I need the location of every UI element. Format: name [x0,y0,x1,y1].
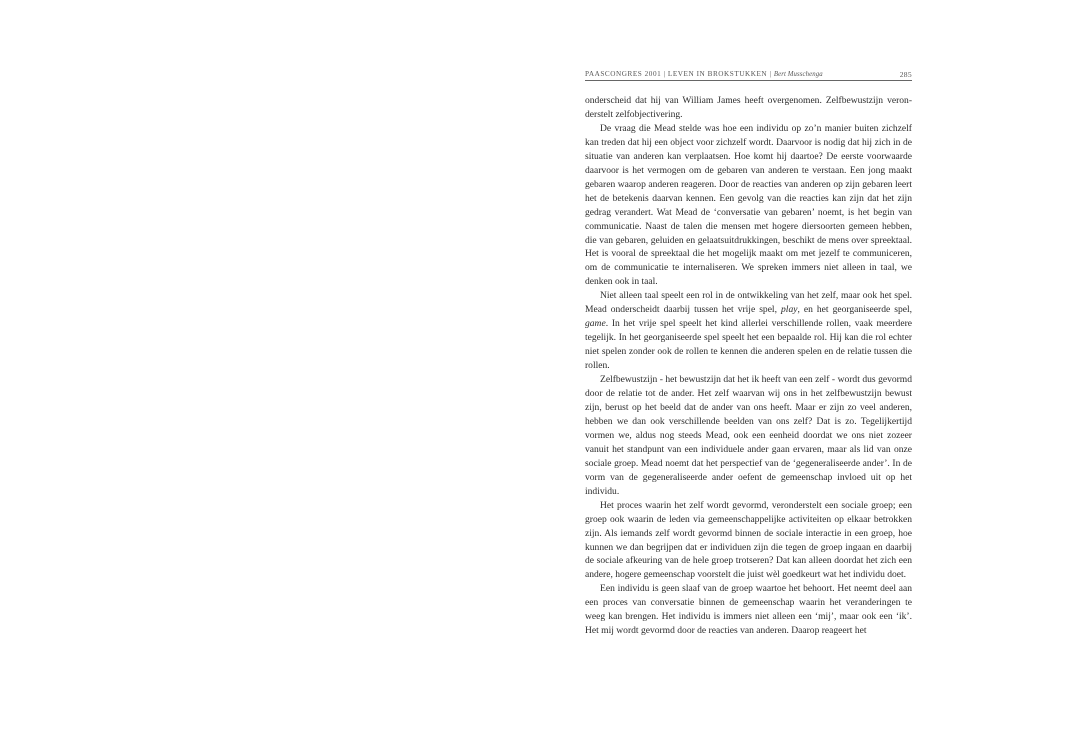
paragraph-text: Een individu is geen slaaf van de groep waartoe het behoort. Het neemt deel aan een proces van conversatie binnen de gemeenschap waarin het veranderingen te weeg kan brengen. Het individu is immers niet alleen een ‘mij’, maar ook een ‘ik’. Het mij wordt gevormd door de reacties van anderen. Daarop reageert het [585,583,912,637]
paragraph-text: onderscheid dat hij van William James heeft overgenomen. Zelfbewustzijn veronderstelt zelfobjectivering. [585,95,912,120]
paragraph-text: . In het vrije spel speelt het kind allerlei verschillende rollen, vaak meerdere tegelijk. In het georganiseerde spel speelt het een bepaalde rol. Hij kan die rol echter niet spelen zonder ook de rollen te kennen die anderen spelen en de relatie tussen die rollen. [585,318,912,372]
paragraph-text: , en het georganiseerde spel, [797,304,912,316]
paragraph-text: Het proces waarin het zelf wordt gevormd, veronderstelt een sociale groep; een groep ook waarin de leden via gemeenschappelijke activiteiten op elkaar betrokken zijn. Als iemands zelf wordt gevormd binnen de sociale interactie in een groep, hoe kunnen we dan begrijpen dat er individuen zijn die tegen de groep ingaan en daarbij de sociale afkeuring van de hele groep trotseren? Dat kan alleen doordat het zich een andere, hogere gemeenschap voorstelt die juist wèl goedkeurt wat het individu doet. [585,499,912,581]
paragraph-text: Zelfbewustzijn - het bewustzijn dat het ik heeft van een zelf - wordt dus gevormd door de relatie tot de ander. Het zelf waarvan wij ons in het zelfbewustzijn bewust zijn, berust op het beeld dat de ander van ons heeft. Maar er zijn zo veel anderen, hebben we dan ook verschillende beelden van ons zelf? Dat is zo. Tegelijkertijd vormen we, aldus nog steeds Mead, ook een eenheid doordat we ons niet zozeer vanuit het standpunt van een individuele ander gaan ervaren, maar als lid van onze sociale groep. Mead noemt dat het perspectief van de ‘gegeneraliseerde ander’. In de vorm van de gegeneraliseerde ander oefent de gemeenschap invloed uit op het individu. [585,374,912,497]
running-header [585,69,912,80]
body-text [585,94,912,638]
paragraph-2 [585,122,912,289]
paragraph-text: Niet alleen taal speelt een rol in de ontwikkeling van het zelf, maar ook het spel. Mead onderscheidt daarbij tussen het vrije spel, [585,290,912,316]
running-author: Bert Musschenga [773,71,823,78]
paragraph-4 [585,373,912,499]
page-number: 285 [899,70,912,79]
paragraph-3 [585,289,912,373]
term-play: play [781,304,798,316]
header-rule [585,80,912,81]
paragraph-1 [585,94,912,122]
paragraph-text: De vraag die Mead stelde was hoe een individu op zo’n manier buiten zichzelf kan treden dat hij een object voor zichzelf wordt. Daarvoor is nodig dat hij zich in de situatie van anderen kan verplaatsen. Hoe komt hij daartoe? De eerste voorwaarde daarvoor is het vermogen om de gebaren van anderen te verstaan. Een jong maakt gebaren waarop anderen reageren. Door de reacties van anderen op zijn gebaren leert het de betekenis daarvan kennen. Een gevolg van die reacties kan zijn dat het zijn gedrag verandert. Wat Mead de ‘conversatie van gebaren’ noemt, is het begin van communicatie. Naast de talen die mensen met hogere diersoorten gemeen hebben, die van gebaren, geluiden en gelaatsuitdrukkingen, beschikt de mens over spreektaal. Het is vooral de spreektaal die het mogelijk maakt om met jezelf te communiceren, om de communicatie te internaliseren. We spreken immers niet alleen in taal, we denken ook in taal. [585,122,912,288]
term-game: game [585,318,606,330]
paragraph-6 [585,582,912,638]
running-title: PAASCONGRES 2001 | LEVEN IN BROKSTUKKEN | [585,70,774,78]
paragraph-5 [585,499,912,583]
